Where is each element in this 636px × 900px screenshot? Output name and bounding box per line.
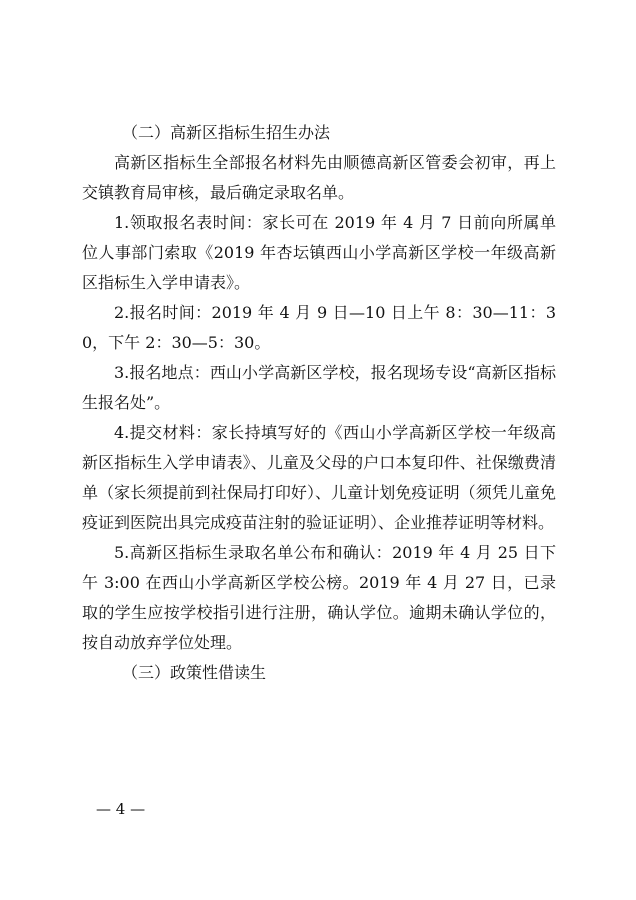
paragraph-item-1: 1.领取报名表时间：家长可在 2019 年 4 月 7 日前向所属单位人事部门索取《2019 年杏坛镇西山小学高新区学校一年级高新区指标生入学申请表》。 bbox=[82, 213, 556, 292]
paragraph-item-3: 3.报名地点：西山小学高新区学校，报名现场专设“高新区指标生报名处”。 bbox=[82, 363, 556, 412]
document-body bbox=[82, 118, 556, 688]
section-heading-3: （三）政策性借读生 bbox=[122, 663, 267, 682]
page-number: — 4 — bbox=[96, 800, 146, 818]
paragraph-item-2: 2.报名时间：2019 年 4 月 9 日—10 日上午 8：30—11：30，下午 2：30—5：30。 bbox=[82, 303, 556, 352]
paragraph-intro: 高新区指标生全部报名材料先由顺德高新区管委会初审，再上交镇教育局审核，最后确定录取名单。 bbox=[82, 153, 556, 202]
paragraph-item-5: 5.高新区指标生录取名单公布和确认：2019 年 4 月 25 日下午 3:00 在西山小学高新区学校公榜。2019 年 4 月 27 日，已录取的学生应按学校指引进行注册，确认学位。逾期未确认学位的，按自动放弃学位处理。 bbox=[82, 543, 556, 652]
paragraph-item-4: 4.提交材料：家长持填写好的《西山小学高新区学校一年级高新区指标生入学申请表》、儿童及父母的户口本复印件、社保缴费清单（家长须提前到社保局打印好）、儿童计划免疫证明（须凭儿童免疫证到医院出具完成疫苗注射的验证证明）、企业推荐证明等材料。 bbox=[82, 423, 556, 532]
section-heading-2: （二）高新区指标生招生办法 bbox=[122, 123, 331, 142]
